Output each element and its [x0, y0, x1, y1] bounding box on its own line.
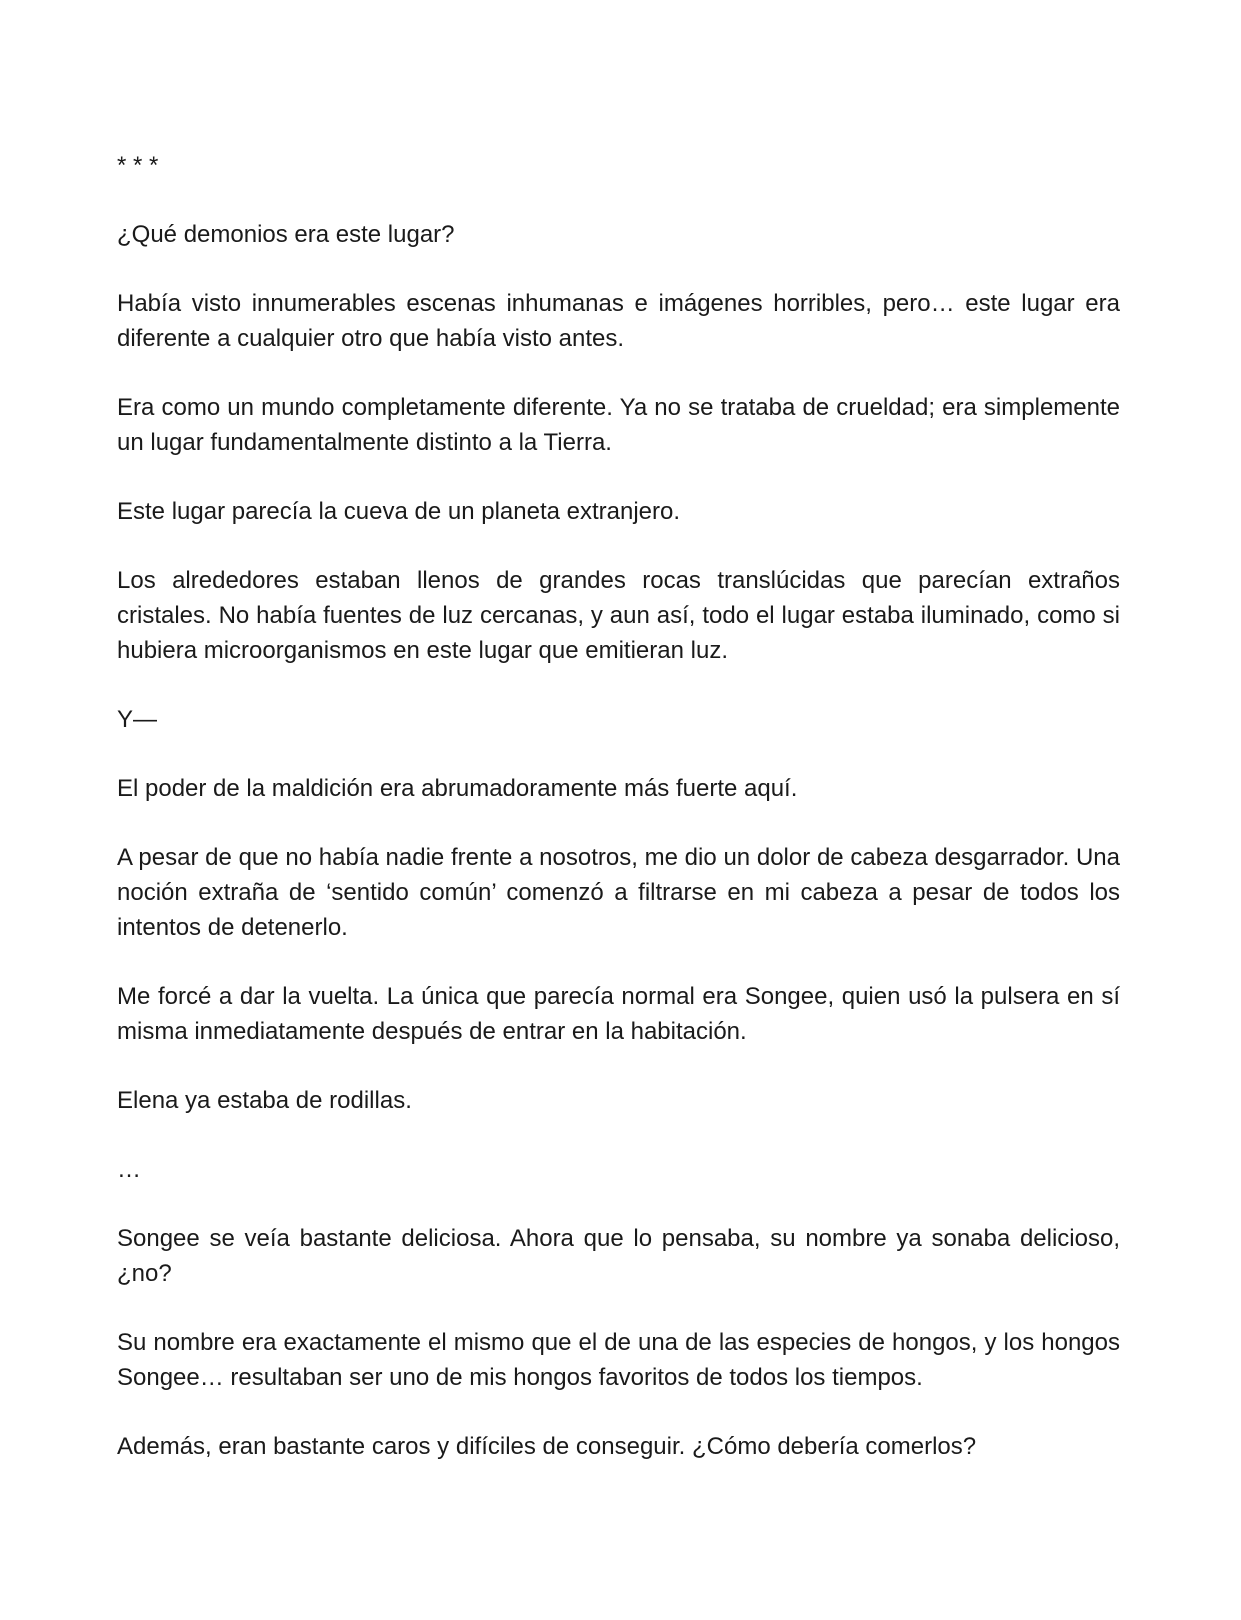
- paragraph: Era como un mundo completamente diferente. Ya no se trataba de crueldad; era simplemente un lugar fundamentalmente distinto a la Tierra.: [117, 394, 1120, 456]
- paragraph: Y—: [117, 706, 158, 733]
- paragraph: Elena ya estaba de rodillas.: [117, 1087, 412, 1114]
- paragraph: El poder de la maldición era abrumadoramente más fuerte aquí.: [117, 775, 798, 802]
- paragraph: A pesar de que no había nadie frente a nosotros, me dio un dolor de cabeza desgarrador. Una noción extraña de ‘sentido común’ comenzó a filtrarse en mi cabeza a pesar de todos los intentos de detenerlo.: [117, 844, 1120, 941]
- paragraph: Había visto innumerables escenas inhumanas e imágenes horribles, pero… este lugar era diferente a cualquier otro que había visto antes.: [117, 290, 1120, 352]
- paragraph: …: [117, 1156, 141, 1183]
- paragraph: Los alrededores estaban llenos de grandes rocas translúcidas que parecían extraños cristales. No había fuentes de luz cercanas, y aun así, todo el lugar estaba iluminado, como si hubiera microorganismos en este lugar que emitieran luz.: [117, 567, 1120, 664]
- scene-break: * * *: [117, 152, 159, 179]
- paragraph: Este lugar parecía la cueva de un planeta extranjero.: [117, 498, 681, 525]
- text-column: [117, 148, 1120, 1498]
- paragraph: Su nombre era exactamente el mismo que el de una de las especies de hongos, y los hongos Songee… resultaban ser uno de mis hongos favoritos de todos los tiempos.: [117, 1329, 1120, 1391]
- paragraph: Me forcé a dar la vuelta. La única que parecía normal era Songee, quien usó la pulsera en sí misma inmediatamente después de entrar en la habitación.: [117, 983, 1120, 1045]
- paragraph: ¿Qué demonios era este lugar?: [117, 221, 455, 248]
- paragraph: Songee se veía bastante deliciosa. Ahora que lo pensaba, su nombre ya sonaba delicioso, ¿no?: [117, 1225, 1120, 1287]
- paragraph: Además, eran bastante caros y difíciles de conseguir. ¿Cómo debería comerlos?: [117, 1433, 977, 1460]
